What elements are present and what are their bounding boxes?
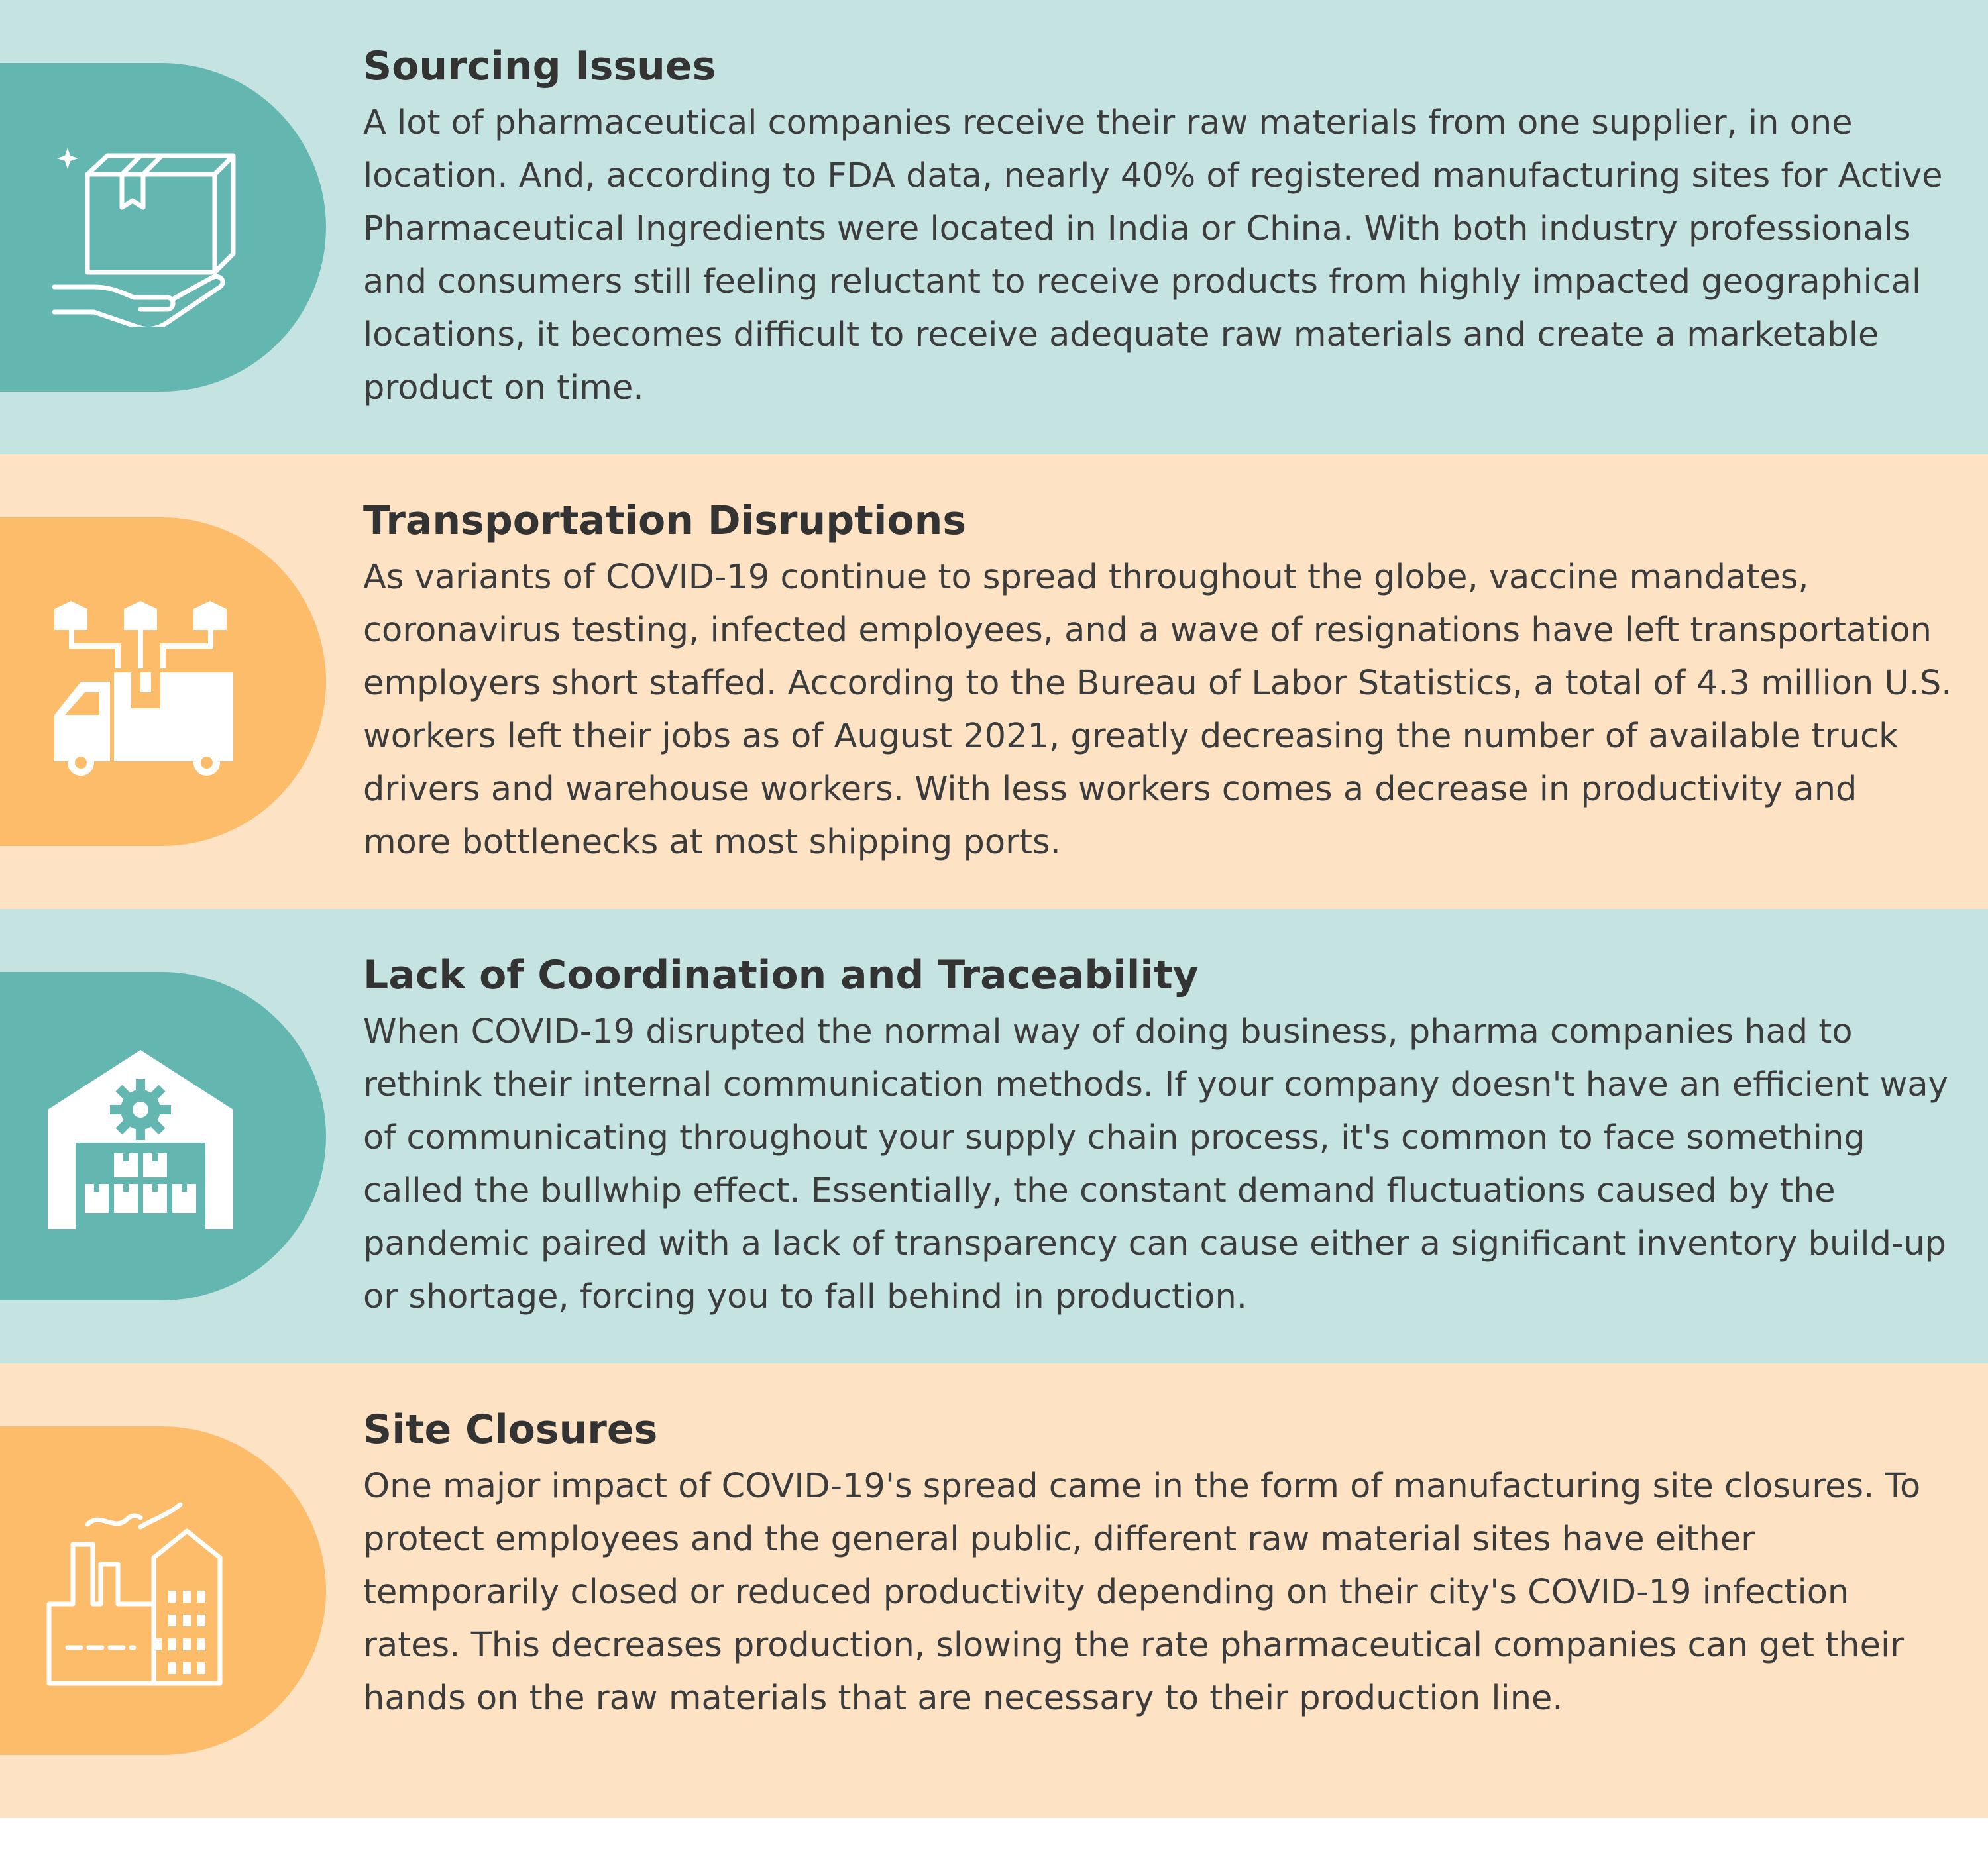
- icon-tab: [0, 63, 326, 392]
- section-body: One major impact of COVID-19's spread came in the form of manufacturing site closures. To protect employees and the general public, different raw material sites have either temporarily closed or reduced productivity depending on their city's COVID-19 infection rates. This decreases production, slowing the rate pharmaceutical companies can get their hands on the raw materials that are necessary to their production line.: [363, 1467, 1921, 1718]
- section-body: As variants of COVID-19 continue to spread throughout the globe, vaccine mandates, coronavirus testing, infected employees, and a wave of resignations have left transportation employers short staffed. According to the Bureau of Labor Statistics, a total of 4.3 million U.S. workers left their jobs as of August 2021, greatly decreasing the number of available truck drivers and warehouse workers. With less workers comes a decrease in productivity and more bottlenecks at most shipping ports.: [363, 558, 1952, 862]
- icon-tab: [0, 1426, 326, 1755]
- section-title: Sourcing Issues: [363, 43, 716, 89]
- section-text: [363, 38, 1954, 415]
- icon-tab: [0, 972, 326, 1300]
- section-body: When COVID-19 disrupted the normal way of doing business, pharma companies had to rethink their internal communication methods. If your company doesn't have an efficient way of communicating throughout your supply chain process, it's common to face something called the bullwhip effect. Essentially, the constant demand fluctuations caused by the pandemic paired with a lack of transparency can cause either a significant inventory build-up or shortage, forcing you to fall behind in production.: [363, 1012, 1948, 1316]
- section-title: Lack of Coordination and Traceability: [363, 952, 1199, 998]
- section-title: Site Closures: [363, 1406, 658, 1453]
- section-transportation-disruptions: [0, 454, 1988, 909]
- warehouse-gear-icon: [41, 1037, 240, 1236]
- section-text: [363, 1402, 1954, 1725]
- section-text: [363, 493, 1954, 869]
- box-in-hand-icon: [41, 128, 240, 327]
- section-site-closures: [0, 1363, 1988, 1818]
- icon-tab: [0, 517, 326, 846]
- section-body: A lot of pharmaceutical companies receive their raw materials from one supplier, in one location. And, according to FDA data, nearly 40% of registered manufacturing sites for Active Pharmaceutical Ingredients were located in India or China. With both industry professionals and consumers still feeling reluctant to receive products from highly impacted geographical locations, it becomes difficult to receive adequate raw materials and create a marketable product on time.: [363, 103, 1943, 407]
- section-sourcing-issues: [0, 0, 1988, 454]
- section-text: [363, 947, 1954, 1324]
- section-title: Transportation Disruptions: [363, 498, 967, 544]
- delivery-truck-icon: [41, 582, 240, 781]
- section-coordination-traceability: [0, 909, 1988, 1363]
- factory-icon: [41, 1491, 240, 1690]
